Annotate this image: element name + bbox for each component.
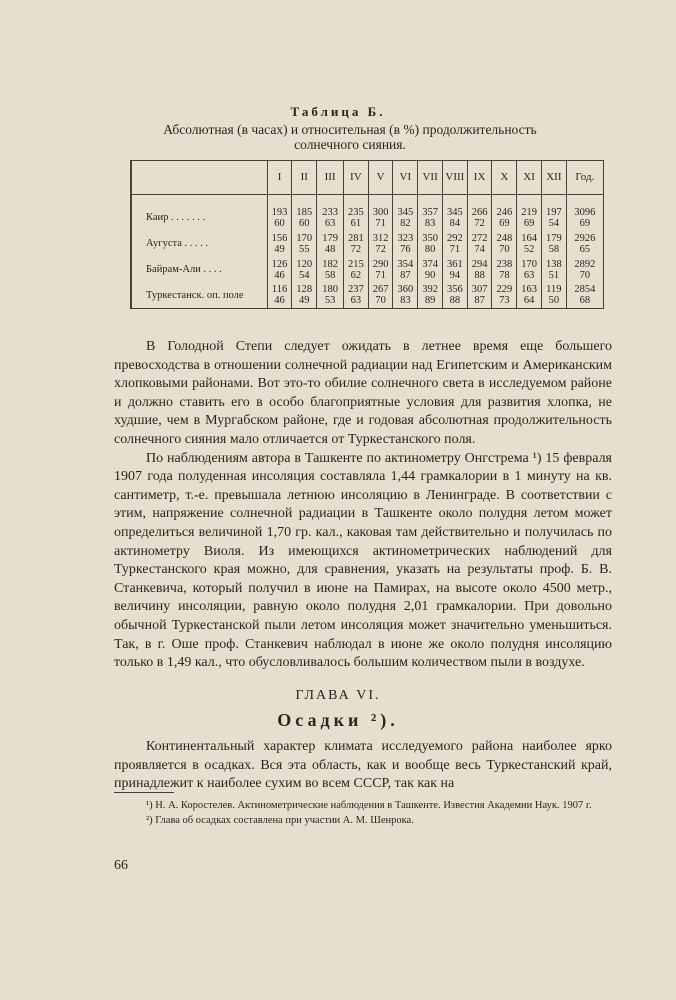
absolute-value: 350: [422, 232, 438, 244]
absolute-value: 215: [347, 258, 364, 270]
paragraph: В Голодной Степи следует ожидать в летнее время еще большего превосходства в отношении солнечной радиации над Египетским и Американским хлопковыми районами. Вот это-то обилие солнечного света в исследуемом районе и должно ставить его в особо благоприятные условия для развития хлопка, не худшие, чем в Мургабском районе, где и годовая абсолютная продолжительность солнечного сияния мало отличается от Туркестанского поля.: [114, 339, 612, 447]
relative-value: 60: [299, 217, 310, 229]
table-row: [131, 257, 604, 283]
table-cell: [492, 231, 517, 257]
absolute-value: 266: [471, 206, 488, 218]
table-cell: [517, 283, 542, 309]
table-cell: [442, 283, 467, 309]
absolute-value: 179: [322, 232, 338, 244]
absolute-value: 179: [545, 232, 562, 244]
table-cell: [317, 205, 344, 231]
table-cell: [517, 205, 542, 231]
header-month: VII: [418, 161, 443, 195]
relative-value: 69: [579, 217, 591, 229]
table-row: [131, 231, 604, 257]
absolute-value: 292: [446, 232, 463, 244]
absolute-value: 307: [471, 284, 488, 296]
absolute-value: 235: [347, 206, 364, 218]
absolute-value: 193: [271, 206, 288, 218]
table-row: [131, 205, 604, 231]
table-cell: [267, 231, 292, 257]
absolute-value: 248: [496, 232, 513, 244]
absolute-value: 233: [322, 206, 338, 218]
relative-value: 69: [499, 217, 510, 229]
absolute-value: 163: [521, 284, 537, 296]
absolute-value: 281: [347, 232, 364, 244]
table-cell: [343, 205, 368, 231]
absolute-value: 267: [372, 284, 389, 296]
sunshine-table: [130, 160, 604, 309]
absolute-value: 354: [397, 258, 414, 270]
relative-value: 83: [424, 217, 436, 229]
table-cell: [517, 257, 542, 283]
absolute-value: 272: [471, 232, 488, 244]
absolute-value: 119: [546, 284, 562, 296]
table-cell: [467, 257, 492, 283]
relative-value: 61: [350, 217, 362, 229]
table-cell: [541, 283, 566, 309]
table-cell: [467, 205, 492, 231]
table-cell: [292, 205, 317, 231]
header-month: IX: [467, 161, 492, 195]
absolute-value: 345: [446, 206, 463, 218]
header-month: III: [317, 161, 344, 195]
table-cell: [292, 231, 317, 257]
relative-value: 63: [523, 269, 535, 281]
relative-value: 73: [499, 295, 510, 307]
absolute-value: 2892: [574, 258, 596, 270]
table-cell: [541, 231, 566, 257]
table-cell: [442, 205, 467, 231]
table-cell: [517, 231, 542, 257]
table-cell: [393, 283, 418, 309]
relative-value: 62: [350, 269, 362, 281]
table-caption: [110, 122, 590, 152]
chapter-number: ГЛАВА VI.: [295, 688, 381, 703]
relative-value: 70: [579, 269, 591, 281]
header-station: [131, 161, 267, 195]
absolute-value: 290: [372, 258, 389, 270]
relative-value: 60: [274, 217, 285, 229]
table-cell: [541, 257, 566, 283]
relative-value: 94: [449, 269, 461, 281]
absolute-value: 312: [372, 232, 389, 244]
header-month: VIII: [442, 161, 467, 195]
relative-value: 88: [474, 269, 485, 281]
absolute-value: 237: [347, 284, 364, 296]
absolute-value: 357: [422, 206, 438, 218]
table-cell: [368, 257, 393, 283]
page-number: 66: [114, 858, 128, 873]
header-year: Год.: [566, 161, 603, 195]
table-cell: [343, 257, 368, 283]
absolute-value: 116: [271, 284, 288, 296]
relative-value: 76: [400, 243, 411, 255]
absolute-value: 2854: [574, 284, 596, 296]
absolute-value: 238: [496, 258, 513, 270]
relative-value: 71: [375, 217, 386, 229]
footnote: ¹) Н. А. Коростелев. Актинометрические наблюдения в Ташкенте. Известия Академии Наук. 1907 г.: [146, 800, 592, 811]
footnote-separator: [114, 792, 174, 793]
absolute-value: 180: [322, 284, 338, 296]
absolute-value: 120: [296, 258, 313, 270]
main-text: [114, 338, 612, 673]
absolute-value: 185: [296, 206, 313, 218]
header-month: XII: [541, 161, 566, 195]
absolute-value: 323: [397, 232, 414, 244]
table-cell: [566, 257, 603, 283]
relative-value: 46: [274, 269, 285, 281]
relative-value: 71: [449, 243, 461, 255]
absolute-value: 374: [422, 258, 438, 270]
table-cell: [393, 205, 418, 231]
table-cell: [541, 205, 566, 231]
absolute-value: 2926: [574, 232, 596, 244]
table-cell: [566, 283, 603, 309]
table-cell: [368, 231, 393, 257]
station-name: Туркестанск. оп. поле: [131, 283, 267, 309]
header-month: I: [267, 161, 292, 195]
chapter-title: Осадки ²).: [277, 710, 399, 730]
relative-value: 63: [350, 295, 362, 307]
table-cell: [418, 283, 443, 309]
table-caption-line: Абсолютная (в часах) и относительная (в %) продолжительность: [163, 122, 537, 137]
relative-value: 89: [424, 295, 436, 307]
table-cell: [393, 231, 418, 257]
relative-value: 78: [499, 269, 510, 281]
header-month: XI: [517, 161, 542, 195]
header-month: VI: [393, 161, 418, 195]
table-cell: [317, 257, 344, 283]
relative-value: 58: [324, 269, 336, 281]
relative-value: 70: [375, 295, 386, 307]
relative-value: 70: [499, 243, 510, 255]
header-month: II: [292, 161, 317, 195]
relative-value: 46: [274, 295, 285, 307]
relative-value: 65: [579, 243, 591, 255]
relative-value: 51: [548, 269, 560, 281]
relative-value: 83: [400, 295, 411, 307]
table-cell: [566, 205, 603, 231]
header-month: X: [492, 161, 517, 195]
relative-value: 88: [449, 295, 461, 307]
table-cell: [492, 283, 517, 309]
absolute-value: 345: [397, 206, 414, 218]
table-cell: [343, 283, 368, 309]
table-cell: [492, 205, 517, 231]
absolute-value: 156: [271, 232, 288, 244]
table-cell: [343, 231, 368, 257]
absolute-value: 170: [521, 258, 537, 270]
table-cell: [418, 257, 443, 283]
relative-value: 50: [548, 295, 560, 307]
relative-value: 54: [548, 217, 560, 229]
header-month: V: [368, 161, 393, 195]
relative-value: 49: [274, 243, 285, 255]
relative-value: 82: [400, 217, 411, 229]
table-cell: [467, 231, 492, 257]
table-cell: [292, 257, 317, 283]
table-cell: [317, 283, 344, 309]
table-cell: [368, 283, 393, 309]
absolute-value: 126: [271, 258, 288, 270]
table-cell: [267, 257, 292, 283]
absolute-value: 294: [471, 258, 488, 270]
footnotes: [114, 798, 612, 828]
relative-value: 87: [474, 295, 485, 307]
relative-value: 63: [324, 217, 336, 229]
relative-value: 49: [299, 295, 310, 307]
relative-value: 84: [449, 217, 461, 229]
table-cell: [467, 283, 492, 309]
relative-value: 87: [400, 269, 411, 281]
relative-value: 72: [474, 217, 485, 229]
chapter-text: [114, 738, 612, 794]
absolute-value: 300: [372, 206, 389, 218]
table-cell: [317, 231, 344, 257]
table-cell: [393, 257, 418, 283]
station-name: Аугуста . . . . .: [131, 231, 267, 257]
absolute-value: 361: [446, 258, 463, 270]
paragraph: По наблюдениям автора в Ташкенте по актинометру Онгстрема ¹) 15 февраля 1907 года полуденная инсоляция составляла 1,44 грамкалории в 1 минуту на кв. сантиметр, т.-е. превышала летнюю инсоляцию в Ленинграде. В соответствии с этим, напряжение солнечной радиации в Ташкенте около полудня летом может определиться величиной 1,70 гр. кал., каковая там действительно и получилась по актинометру Виоля. Из имеющихся актинометрических наблюдений для Туркестанского края можно, для сравнения, указать на результаты проф. Б. В. Станкевича, который получил в июне на Памирах, на высоте около 4500 метр., величину инсоляции, равную около полудня 2,01 грамкалории. При довольно обычной Туркестанской пыли летом инсоляция может значительно уменьшиться. Так, в г. Оше проф. Станкевич наблюдал в июне же около полудня инсоляцию только в 1,49 кал., что обусловливалось большим количеством пыли в воздухе.: [114, 450, 612, 671]
table-cell: [267, 283, 292, 309]
table-cell: [267, 205, 292, 231]
relative-value: 55: [299, 243, 310, 255]
table-cell: [492, 257, 517, 283]
relative-value: 72: [350, 243, 362, 255]
absolute-value: 128: [296, 284, 313, 296]
relative-value: 80: [424, 243, 436, 255]
table-cell: [442, 257, 467, 283]
relative-value: 69: [523, 217, 535, 229]
absolute-value: 138: [545, 258, 562, 270]
relative-value: 90: [424, 269, 436, 281]
relative-value: 52: [523, 243, 535, 255]
paragraph: Континентальный характер климата исследуемого района наиболее ярко проявляется в осадках. Вся эта область, как и вообще весь Туркестанский край, принадлежит к наиболее сухим во всем СССР, так как на: [114, 739, 612, 792]
footnote: ²) Глава об осадках составлена при участии А. М. Шенрока.: [146, 815, 414, 826]
table-cell: [418, 205, 443, 231]
absolute-value: 360: [397, 284, 414, 296]
table-title: Таблица Б.: [290, 104, 386, 119]
relative-value: 58: [548, 243, 560, 255]
absolute-value: 182: [322, 258, 338, 270]
header-month: IV: [343, 161, 368, 195]
absolute-value: 3096: [574, 206, 596, 218]
table-cell: [368, 205, 393, 231]
relative-value: 48: [324, 243, 336, 255]
absolute-value: 392: [422, 284, 438, 296]
relative-value: 68: [579, 295, 591, 307]
relative-value: 54: [299, 269, 310, 281]
relative-value: 74: [474, 243, 485, 255]
table-cell: [292, 283, 317, 309]
table-row: [131, 283, 604, 309]
station-name: Каир . . . . . . .: [131, 205, 267, 231]
relative-value: 64: [523, 295, 535, 307]
absolute-value: 356: [446, 284, 463, 296]
table-cell: [566, 231, 603, 257]
relative-value: 72: [375, 243, 386, 255]
relative-value: 71: [375, 269, 386, 281]
absolute-value: 164: [521, 232, 537, 244]
station-name: Байрам-Али . . . .: [131, 257, 267, 283]
absolute-value: 229: [496, 284, 513, 296]
table-header-row: [131, 161, 604, 195]
table-caption-line: солнечного сияния.: [294, 137, 406, 152]
absolute-value: 219: [521, 206, 537, 218]
table-cell: [418, 231, 443, 257]
relative-value: 53: [324, 295, 336, 307]
absolute-value: 197: [545, 206, 562, 218]
absolute-value: 170: [296, 232, 313, 244]
absolute-value: 246: [496, 206, 513, 218]
table-cell: [442, 231, 467, 257]
